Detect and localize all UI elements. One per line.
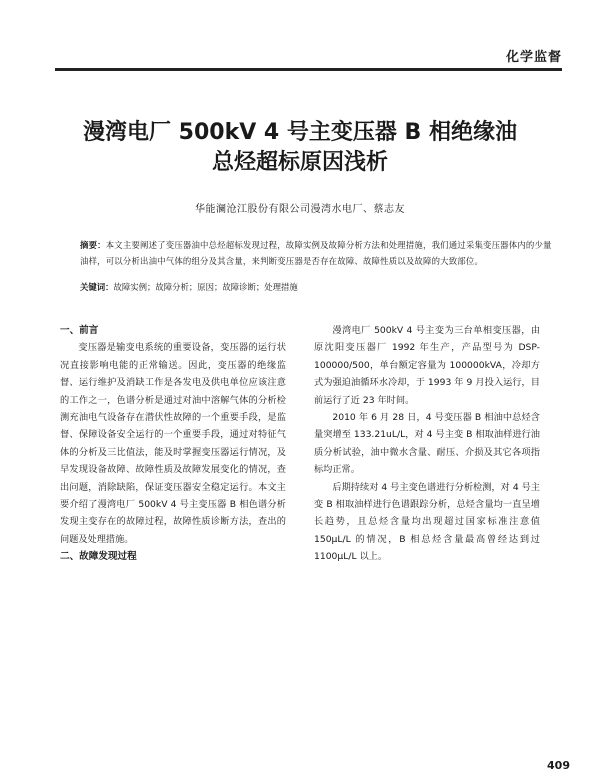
article-title bbox=[40, 118, 560, 178]
title-line-1: 漫湾电厂 500kV 4 号主变压器 B 相绝缘油 bbox=[83, 120, 517, 145]
abstract bbox=[80, 237, 552, 269]
keywords-label: 关键词： bbox=[80, 282, 114, 292]
title-line-2: 总烃超标原因浅析 bbox=[211, 150, 388, 175]
right-column bbox=[314, 322, 540, 566]
section-1-paragraph: 变压器是输变电系统的重要设备，变压器的运行状况直接影响电能的正常输送。因此，变压器的绝缘监督、运行维护及消缺工作是各发电及供电单位应该注意的工作之一，色谱分析是通过对油中溶解气体的分析检测充油电气设备存在潜伏性故障的一个重要手段，是监督、保障设备安全运行的一个重要手段，通过对特征气体的分析及三比值法，能及时掌握变压器运行情况，及早发现设备故障、故障性质及故障发展变化的情况，查出问题，消除缺陷，保证变压器安全稳定运行。本文主要介绍了漫湾电厂 500kV 4 号主变压器 B 相色谱分析发现主变存在的故障过程，故障性质诊断方法，查出的问题及处理措施。 bbox=[60, 342, 286, 545]
author-affiliation: 华能澜沧江股份有限公司漫湾水电厂、蔡志友 bbox=[195, 204, 405, 215]
right-paragraph-1: 漫湾电厂 500kV 4 号主变为三台单相变压器，由原沈阳变压器厂 1992 年生产，产品型号为 DSP-100000/500，单台额定容量为 100000kVA，冷却方式为强迫油循环水冷却，于 1993 年 9 月投入运行，目前运行了近 23 年时间。 bbox=[314, 325, 540, 406]
right-paragraph-3: 后期持续对 4 号主变色谱进行分析检测，对 4 号主变 B 相取油样进行色谱跟踪分析，总烃含量均一直呈增长趋势，且总烃含量均出现超过国家标准注意值 150μL/L 的情况，B 相总烃含量最高曾经达到过 1100μL/L 以上。 bbox=[314, 481, 540, 563]
journal-section-label: 化学监督 bbox=[505, 50, 562, 65]
section-2-heading: 二、故障发现过程 bbox=[60, 551, 137, 563]
keywords-text: 故障实例；故障分析；原因；故障诊断；处理措施 bbox=[113, 282, 298, 292]
section-1-heading: 一、前言 bbox=[60, 325, 99, 336]
abstract-text: 本文主要阐述了变压器油中总烃超标发现过程，故障实例及故障分析方法和处理措施，我们通过采集变压器体内的少量油样，可以分析出油中气体的组分及其含量，来判断变压器是否存在故障、故障性质以及故障的大致部位。 bbox=[80, 240, 552, 266]
right-paragraph-2: 2010 年 6 月 28 日，4 号变压器 B 相油中总烃含量突增至 133.21uL/L，对 4 号主变 B 相取油样进行油质分析试验，油中微水含量、耐压、介损及其它各项指标均正常。 bbox=[314, 412, 540, 476]
page-number: 409 bbox=[547, 759, 570, 772]
header-divider bbox=[55, 68, 562, 71]
abstract-label: 摘要： bbox=[80, 240, 106, 250]
keywords bbox=[80, 279, 552, 295]
left-column bbox=[60, 322, 286, 566]
